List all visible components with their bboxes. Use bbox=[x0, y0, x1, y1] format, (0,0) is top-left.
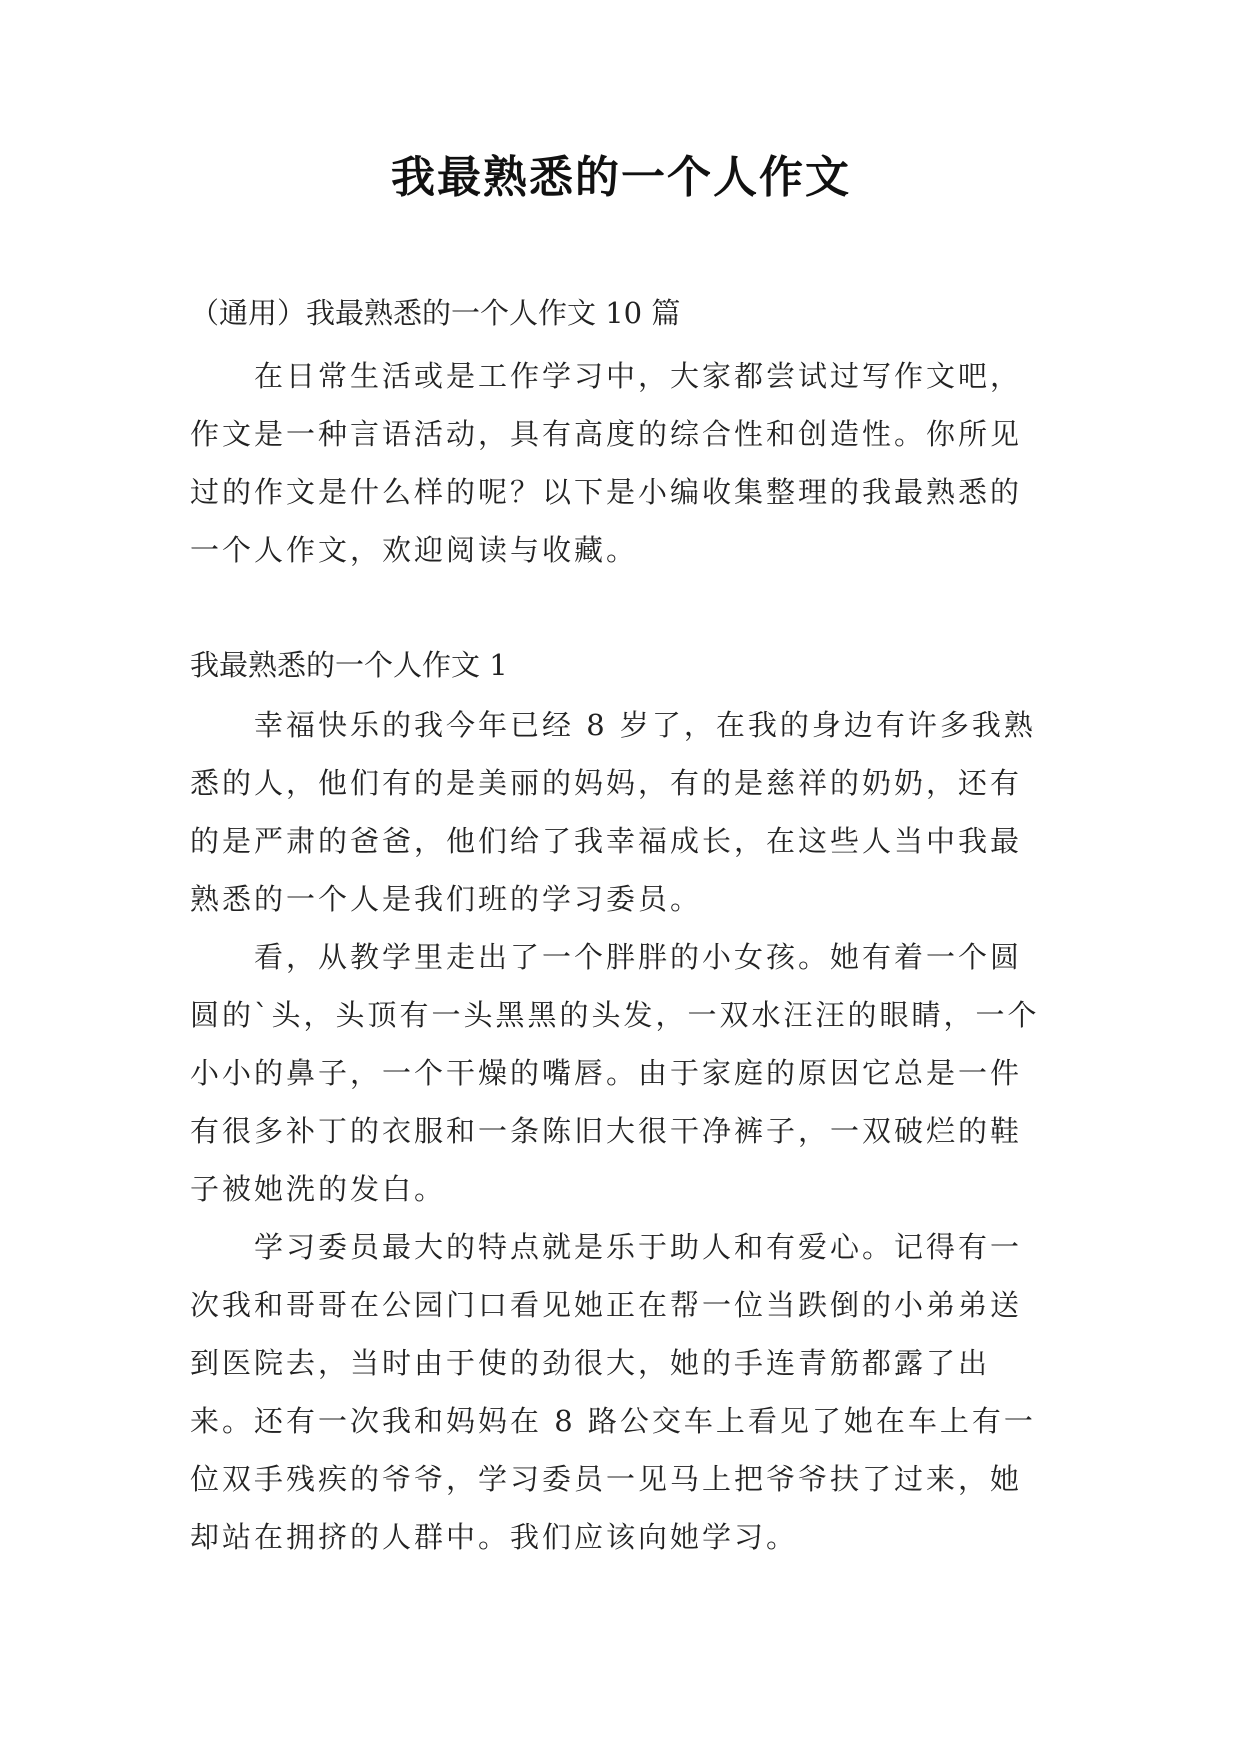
body-paragraph: 看，从教学里走出了一个胖胖的小女孩。她有着一个圆圆的`头，头顶有一头黑黑的头发，一双水汪汪的眼睛，一个小小的鼻子，一个干燥的嘴唇。由于家庭的原因它总是一件有很多补丁的衣服和一条陈旧大很干净裤子，一双破烂的鞋子被她洗的发白。 bbox=[190, 940, 1040, 1206]
section-heading: 我最熟悉的一个人作文 1 bbox=[190, 648, 508, 682]
body-paragraph: 学习委员最大的特点就是乐于助人和有爱心。记得有一次我和哥哥在公园门口看见她正在帮一位当跌倒的小弟弟送到医院去，当时由于使的劲很大，她的手连青筋都露了出来。还有一次我和妈妈在 8 路公交车上看见了她在车上有一位双手残疾的爷爷，学习委员一见马上把爷爷扶了过来，她却站在拥挤的人群中。我们应该向她学习。 bbox=[190, 1230, 1036, 1554]
document-title: 我最熟悉的一个人作文 bbox=[391, 152, 851, 203]
document-subtitle: （通用）我最熟悉的一个人作文 10 篇 bbox=[190, 296, 681, 330]
body-paragraph: 幸福快乐的我今年已经 8 岁了，在我的身边有许多我熟悉的人，他们有的是美丽的妈妈，有的是慈祥的奶奶，还有的是严肃的爸爸，他们给了我幸福成长，在这些人当中我最熟悉的一个人是我们班的学习委员。 bbox=[190, 708, 1036, 916]
intro-paragraph: 在日常生活或是工作学习中，大家都尝试过写作文吧，作文是一种言语活动，具有高度的综合性和创造性。你所见过的作文是什么样的呢？以下是小编收集整理的我最熟悉的一个人作文，欢迎阅读与收藏。 bbox=[190, 359, 1023, 567]
